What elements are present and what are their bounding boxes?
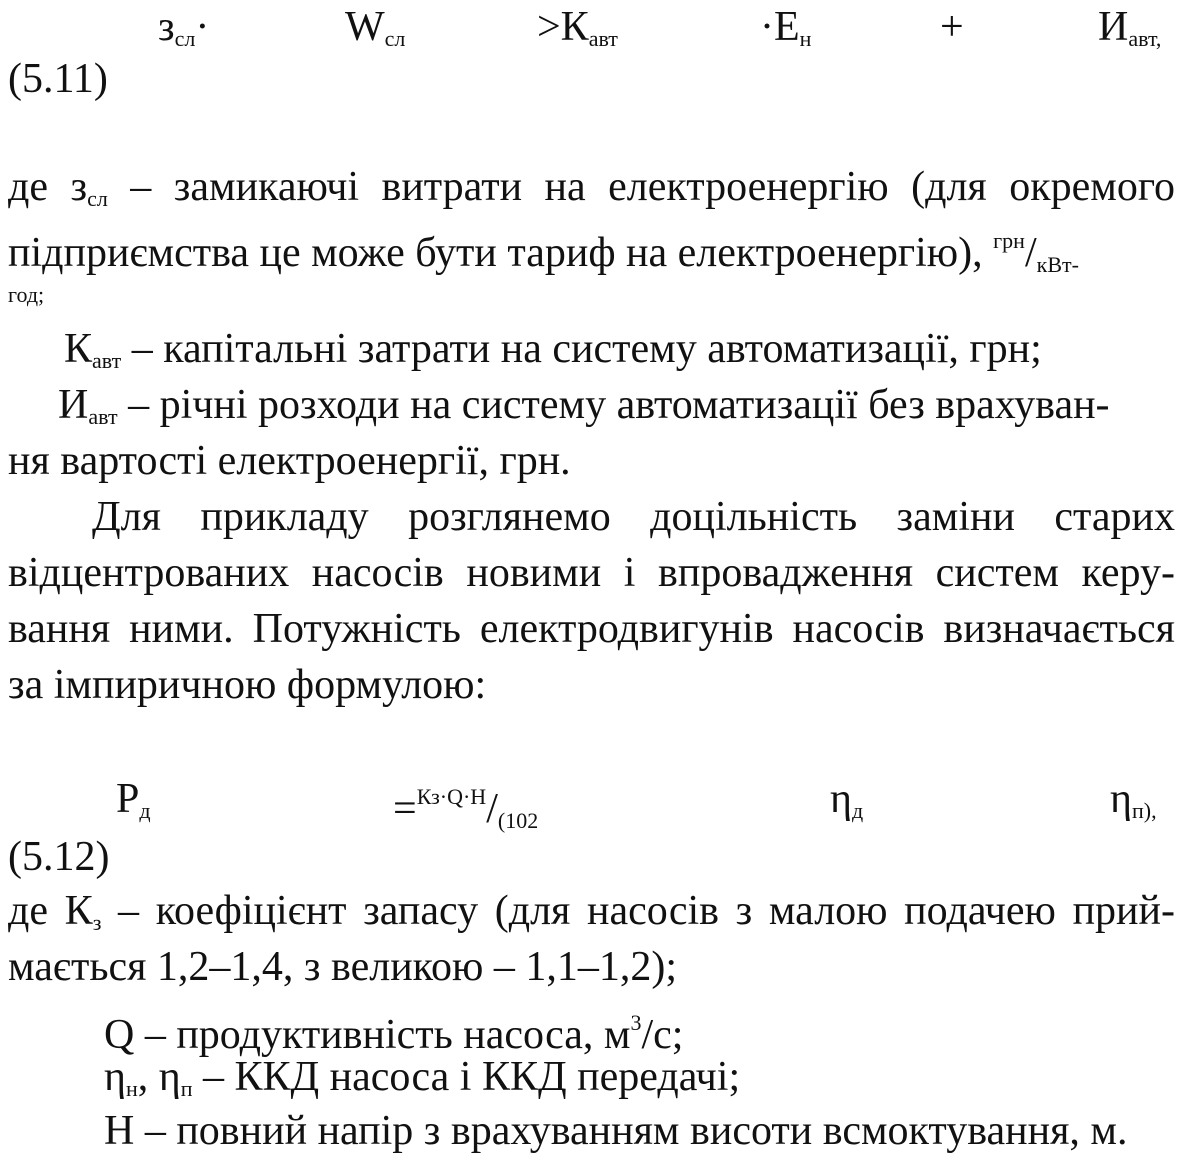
formula-plus: + [940, 4, 964, 50]
text-line: відцентрованих насосів новими і впровадження систем керу- [8, 550, 1175, 596]
formula-eta-p: $\eta_{п),}$ [1110, 776, 1157, 823]
definition-h: Н – повний напір з врахуванням висоти всмоктування, м. [104, 1108, 1128, 1154]
text-line: де $К_з$ – коефіцієнт запасу (для насосів з малою подачею прий- [8, 888, 1175, 935]
definition-i-avt: $И_{авт}$ – річні розходи на систему автоматизації без врахуван- [58, 382, 1110, 429]
definition-q: Q – продуктивність насоса, $м^3/с$; [104, 1010, 684, 1058]
formula-term-w: $W_{сл}$ [345, 4, 406, 51]
text-line: де $з_{сл}$ – замикаючі витрати на електроенергію (для окремого [8, 164, 1175, 211]
text-line: Для прикладу розглянемо доцільність заміни старих [92, 494, 1175, 540]
equation-number-5-12: (5.12) [8, 834, 110, 880]
formula-fraction: $=^{Кз\cdot Q\cdot H}/_{(102}$ [393, 784, 539, 833]
formula-term-p: $Р_д$ [116, 776, 151, 823]
formula-eta-d: $\eta_д$ [830, 776, 864, 823]
text-line: вання ними. Потужність електродвигунів насосів визначається [8, 606, 1175, 652]
text-line: за імпиричною формулою: [8, 662, 487, 708]
text-line: мається 1,2–1,4, з великою – 1,1–1,2); [8, 944, 677, 990]
equation-number-5-11: (5.11) [8, 56, 108, 102]
definition-k-avt: $К_{авт}$ – капітальні затрати на систему автоматизації, грн; [64, 326, 1042, 373]
formula-term-k: $>К_{авт}$ [537, 4, 618, 51]
formula-term-e: $\cdot Е_н$ [760, 4, 812, 51]
text-line: підприємства це може бути тариф на електроенергію), $^{грн}/_{кВт-}$ [8, 228, 1079, 277]
text-line: ня вартості електроенергії, грн. [8, 438, 571, 484]
definition-eta: $\eta_н$, $\eta_п$ – ККД насоса і ККД передачі; [104, 1054, 741, 1101]
text-line: год; [8, 282, 45, 307]
formula-term-z: $з_{сл}\cdot$ [158, 4, 210, 51]
formula-term-i: $И_{авт,}$ [1098, 4, 1162, 51]
